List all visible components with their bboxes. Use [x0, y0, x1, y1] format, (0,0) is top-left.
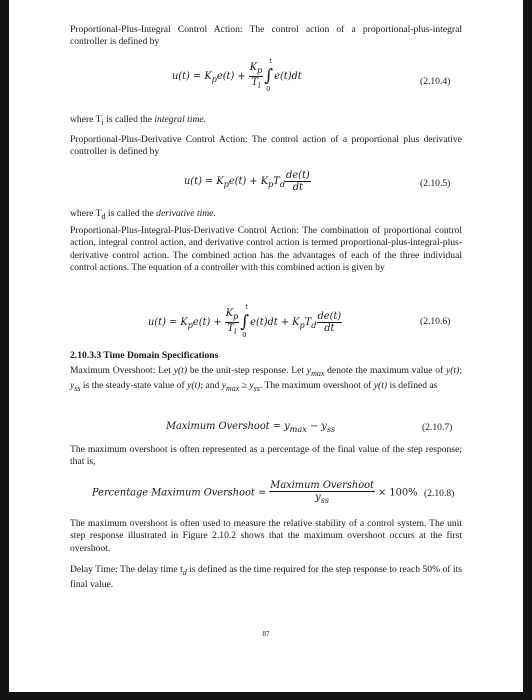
relative-stability-paragraph: The maximum overshoot is often used to measure the relative stability of a control system. The unit step response illustrated in Figure 2.10.2 shows that the maximum overshoot occurs at the first overshoot. — [70, 518, 462, 554]
derivative-time-definition: where $T_d$ is called the derivative time. — [70, 208, 216, 221]
pi-control-paragraph: Proportional-Plus-Integral Control Action: The control action of a proportional-plus-integral controller is defined by — [70, 24, 462, 48]
equation-number-2-10-5: (2.10.5) — [420, 178, 451, 189]
pd-control-paragraph: Proportional-Plus-Derivative Control Action: The control action of a proportional plus derivative controller is defined by — [70, 134, 462, 158]
equation-2-10-8: Percentage Maximum Overshoot = $\frac{\text{Maximum Overshoot}}{y_{ss}}$ × 100% — [92, 480, 418, 505]
equation-number-2-10-7: (2.10.7) — [422, 422, 453, 433]
delay-time-paragraph: Delay Time: The delay time $t_d$ is defined as the time required for the step response to reach 50% of its final value. — [70, 564, 462, 591]
equation-2-10-6: $u(t) = K_pe(t)$ + $\frac{K_p}{T_i}$ ∫ t 0 $e(t)dt + K_pT_d$ $\frac{de(t)}{dt}$ — [148, 303, 342, 340]
document-page — [62, 0, 470, 692]
equation-number-2-10-8: (2.10.8) — [424, 488, 455, 499]
equation-number-2-10-6: (2.10.6) — [420, 316, 451, 327]
equation-2-10-4: $u(t) = K_pe(t)$ + $\frac{K_p}{T_i}$ ∫ t 0 e(t)dt — [172, 57, 302, 94]
pid-control-paragraph: Proportional-Plus-Integral-Plus-Derivative Control Action: The combination of proportional control action, integral control action, and derivative control action is termed proportional-plus-integral-plus-derivative control action. The combined action has the advantages of each of the three individual control actions. The equation of a controller with this combined action is given by — [70, 225, 462, 274]
page-number: 87 — [262, 630, 270, 638]
maximum-overshoot-paragraph: Maximum Overshoot: Let y(t) be the unit-step response. Let $y_{max}$ denote the maximum value of y(t); $y_{ss}$ is the steady-state value of y(t); and $y_{max} \ge y_{ss}$. The maximum overshoot of y(t) is defined as — [70, 365, 462, 394]
equation-2-10-7: Maximum Overshoot = $y_{max} - y_{ss}$ — [166, 421, 336, 434]
equation-2-10-5: $u(t) = K_pe(t) + K_pT_d$ $\frac{de(t)}{dt}$ — [184, 170, 310, 193]
section-heading: 2.10.3.3 Time Domain Specifications — [70, 350, 219, 361]
equation-number-2-10-4: (2.10.4) — [420, 76, 451, 87]
percentage-overshoot-intro: The maximum overshoot is often represented as a percentage of the final value of the step response; that is, — [70, 444, 462, 468]
integral-time-definition: where $T_i$ is called the integral time. — [70, 114, 207, 127]
